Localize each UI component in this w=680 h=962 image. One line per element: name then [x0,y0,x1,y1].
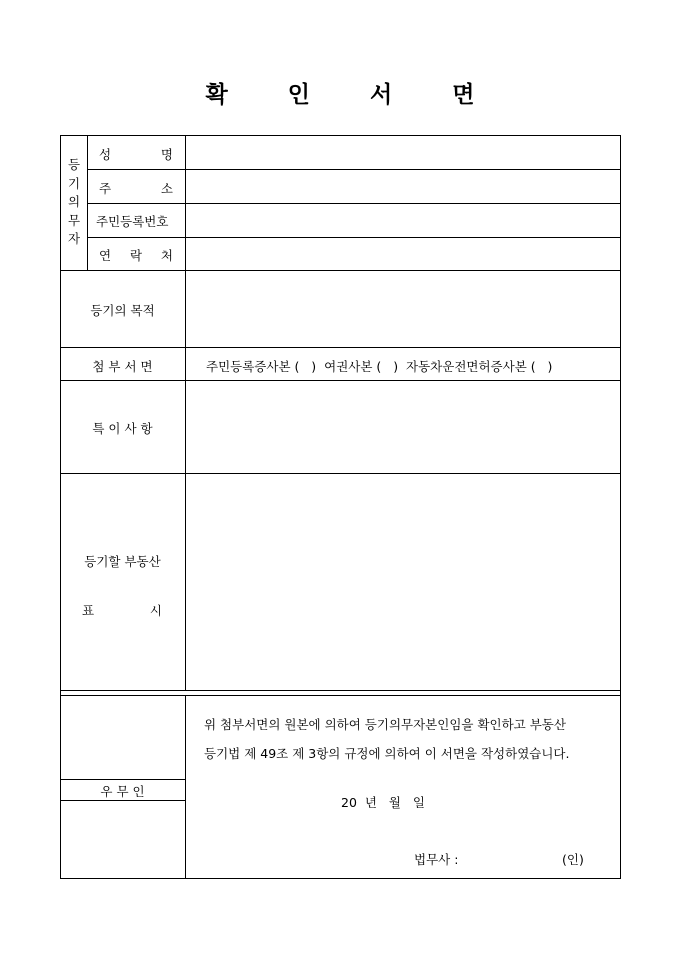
id-number-label: 주민등록번호 [96,214,169,229]
property-label: 등기할 부동산 [84,554,161,569]
obligor-header: 등 기 의 무 자 [67,157,81,246]
thumbprint-box[interactable] [62,802,184,877]
name-field[interactable] [187,137,619,168]
date-line[interactable]: 20 년 월 일 [341,795,425,810]
attachments-label: 첨 부 서 면 [92,359,153,374]
document-title: 확 인 서 면 [205,81,501,108]
contact-label: 연 락 처 [99,248,173,263]
signer-field[interactable] [470,846,555,868]
name-label: 성 명 [99,147,173,162]
remarks-field[interactable] [187,382,619,472]
remarks-label: 특 이 사 항 [92,421,153,436]
thumbprint-label: 우 무 인 [100,784,145,799]
id-number-field[interactable] [187,205,619,236]
seal-mark: (인) [562,852,584,867]
address-field[interactable] [187,171,619,202]
purpose-field[interactable] [187,272,619,346]
attachments-options[interactable]: 주민등록증사본 ( ) 여권사본 ( ) 자동차운전면허증사본 ( ) [206,359,553,374]
statement-line-1: 위 첨부서면의 원본에 의하여 등기의무자본인임을 확인하고 부동산 [204,717,566,732]
statement-line-2: 등기법 제 49조 제 3항의 규정에 의하여 이 서면을 작성하였습니다. [204,746,570,761]
property-field[interactable] [187,475,619,689]
signer-label: 법무사 : [414,852,459,867]
contact-field[interactable] [187,239,619,269]
property-label-display: 표 시 [82,603,162,618]
purpose-label: 등기의 목적 [90,303,155,318]
address-label: 주 소 [99,181,173,196]
